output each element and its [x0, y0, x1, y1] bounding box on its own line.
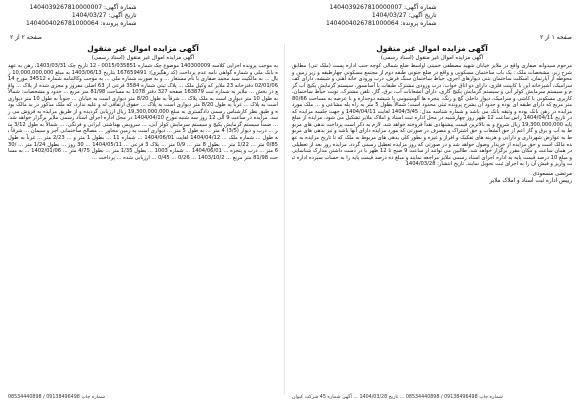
page-number-left: صفحه ۲ از ۲	[10, 34, 42, 41]
signature-name: مرتضی مسعودی	[532, 170, 572, 177]
footer-right: شماره چاپ 09138496498 / 08534440898 ... تاریخ 1404/03/28 ... آگهی شماره 45 شرکت کیوان	[292, 395, 503, 400]
auction-notice-right	[292, 44, 572, 185]
notice-date: تاریخ آگهی: 1404/03/27	[71, 12, 137, 19]
notice-title: آگهی مزایده اموال غیر منقول	[87, 44, 199, 53]
header-meta-right	[326, 4, 437, 28]
header-meta-left	[26, 4, 137, 28]
column-divider	[284, 44, 285, 394]
notice-title: آگهی مزایده اموال غیر منقول	[376, 44, 488, 53]
signature-block	[292, 171, 572, 185]
file-number: شماره پرونده: 1404004026781000064	[326, 20, 437, 27]
notice-body: به موجب پرونده اجرایی کلاسه 140300009 موضوع چک شماره 0015/035851 - 12 تاریخ چک 1403/03/31، رهن به عهده بانک ملی و شماره گواهی نامه عدم پرداخت (کد رهگیری): 167659491 بتاریخ 1403/06/13 به مبلغ 10,000,000,000 ریال ... به مالکیت سید محمد صفاری با نام مستعار ... و به صورت شماره ملی ... به موجب وکالتنامه شماره 34512 مورخ 1402/01/06 دفترخانه 23 ملایر که وکیل ملک ... پلاک ثبتی شماره 3584 فرعی از 63 اصلی مفروز و مجزی شده از پلاک ... واقع در بخش ... ملایر به شماره ثبت 163879 صفحه 327 دفتر 1078 به مساحت 81/98 متر مربع ... حدود و مشخصات: شمالاً به طول 10 متر دیواری است به ملک پلاک ... شرقاً به طول 8/20 متر دیواری است به خیابان ... جنوباً به طول 10 متر دیواری است به پلاک ... غرباً به طول 8/20 متر دیواری است به پلاک ... حقوق ارتفاقی له و علیه ندارد، که ملک مذکور در ید مالک بوده و طبق نظر کارشناس رسمی دادگستری به مبلغ 19,300,000,000 ریال ارزیابی گردیده و از طریق مزایده به فروش می رسد. مزایده در ساعت 9 الی 12 روز سه شنبه مورخ 1404/04/10 در محل اداره اجرای اسناد رسمی ملایر برگزار خواهد شد. ... ضمناً سیستم گرمایش پکیج و سیستم سرمایش کولر آبی، ... سرویس بهداشتی ایرانی و فرنگی، ... شمالاً به طول 3/12 متر ... درب و دیوار (3/5) 4 متر ... به طول 5 متر ... دیواری است به زمین مجاور ... مصالح ساختمانی آجر و سیمان ... شرقاً به طول ... شماره ملک ... 1404/04/12 لغایت 1404/06/01 ... شماره 11 ... بطول 1 متر و ... 2/23 متر ... غرباً به طول 0/85 متر ... 1/22 متر ... بطول 8 متر ... 0/9 متر ... پلاک 3 فرعی ... 1404/05/11 ... 30 روز ... بطول 1/24 متر ... 30/6 متر ... درب و پنجره ... 1404/06/01 ... شماره 1003 ... بطول 1/35 متر ... بطول 4/75 متر ... 1402/01/06 ... به مساحت 81/98 متر مربع ... 1403/10/2 ... 0/26 ... 0/45 ... ارزیابی شده ... پرداخت ...	[8, 63, 279, 161]
footer-left: شماره چاپ 09138496498 / 08534440898	[8, 395, 105, 400]
notice-subtitle: آگهی مزایده اموال غیر منقول (اسناد رسمی)	[91, 55, 195, 61]
notice-number: شماره آگهی: 1404039267810000007	[329, 4, 437, 11]
notice-body: مرحوم سیدوانه صفاری واقع در ملایر خیابان شهید مصطفی خمینی اواسط ضلع شمالی کوچه جنب اداره پست (ملک تنی) مطابق شرح زیر، مشخصات ملک : یک باب ساختمان مسکونی و واقع در ضلع جنوبی طبقه دوم از مجتمع مسکونی چهارطبقه و زیر زمین و محوطه از آپارتمان، اسکلت ساختمان بتنی دیوارهای آجری، حیاط ساختمان سنگ فرش، درب ورودی خانه آهنی و شیشه، دارای کف سرامیک، آشپزخانه اپن با کابینت فلزی، دارای دو اتاق خواب، درب ورودی مشترک طبقات با آسانسور، سیستم گرمایش پکیج آب گرم و سیستم سرمایش کولر آبی و سیستم گرمایش پکیج گازی، دارای انشعابات آب، برق، گاز، تلفن مشترک، نوبت حیاط ساختمان، کاربری مسکونی با کاشی و سرامیک، دیوار داخلی گچ و رنگ، پنجره ها آلومینیومی با شیشه دوجداره و با عرصه به مساحت 80/66 متر مربع که دارای طبقه ای بوده و حدود آن بشرح پرونده ثبتی محدود است؛ شمالاً بطول 5 متر به راه پله مشاعی و ... ملک مورد مزایده در رهن بانک بوده و وثیقه بانک می باشد و شماره شناسه مدل: 1404/3/45 لغایت 1404/04/11 و جهت جلسه مزایده که در تاریخ 1404/04/11 راس ساعت 12 ظهر روز چهارشنبه در محل اداره ثبت اسناد و املاک ملایر تشکیل می شود، مزایده از مبلغ پایه 19,300,000,000 ریال شروع و به بالاترین قیمت پیشنهادی نقداً فروخته خواهد شد. لازم به ذکر است پرداخت بدهی های مربوط به آب و برق و گاز اعم از حق انشعاب و حق اشتراک و مصرف در صورتی که مورد مزایده دارای آنها باشد و نیز بدهی های مربوط به عوارض شهرداری و دارایی و هزینه های تفکیک و افراز و غیره و بطور کلی بدهی های مربوط به ملک که تا تاریخ مزایده به عهده مالک است و حق مزایده از خریدار وصول خواهد شد و در صورتی که روز مزایده تعطیل رسمی گردد، مزایده روز بعد از تعطیلی در همان ساعت و مکان مقرر برگزار خواهد شد. طالبین می توانند از ساعت 9 صبح تا 12 ظهر با در دست داشتن مدارک شناسایی و مبلغ 10 درصد قیمت پایه به اداره اجرای اسناد رسمی ملایر مراجعه نمایند و مبلغ ده درصد قیمت پایه را به حساب سپرده اداره ثبت واریز و فیش آن را به اجرای ثبت تحویل نمایند. تاریخ انتشار: 1404/03/28	[292, 63, 573, 168]
notice-number: شماره آگهی: 1404039267810000007	[29, 4, 137, 11]
notice-date: تاریخ آگهی: 1404/03/27	[371, 12, 437, 19]
signature-organization: رییس اداره ثبت اسناد و املاک ملایر	[489, 177, 572, 184]
notice-subtitle: آگهی مزایده اموال غیر منقول (اسناد رسمی)	[380, 55, 484, 61]
page-number-right: صفحه ۱ از ۲	[540, 34, 572, 41]
auction-notice-left	[8, 44, 278, 161]
file-number: شماره پرونده: 1404004026781000064	[26, 20, 137, 27]
